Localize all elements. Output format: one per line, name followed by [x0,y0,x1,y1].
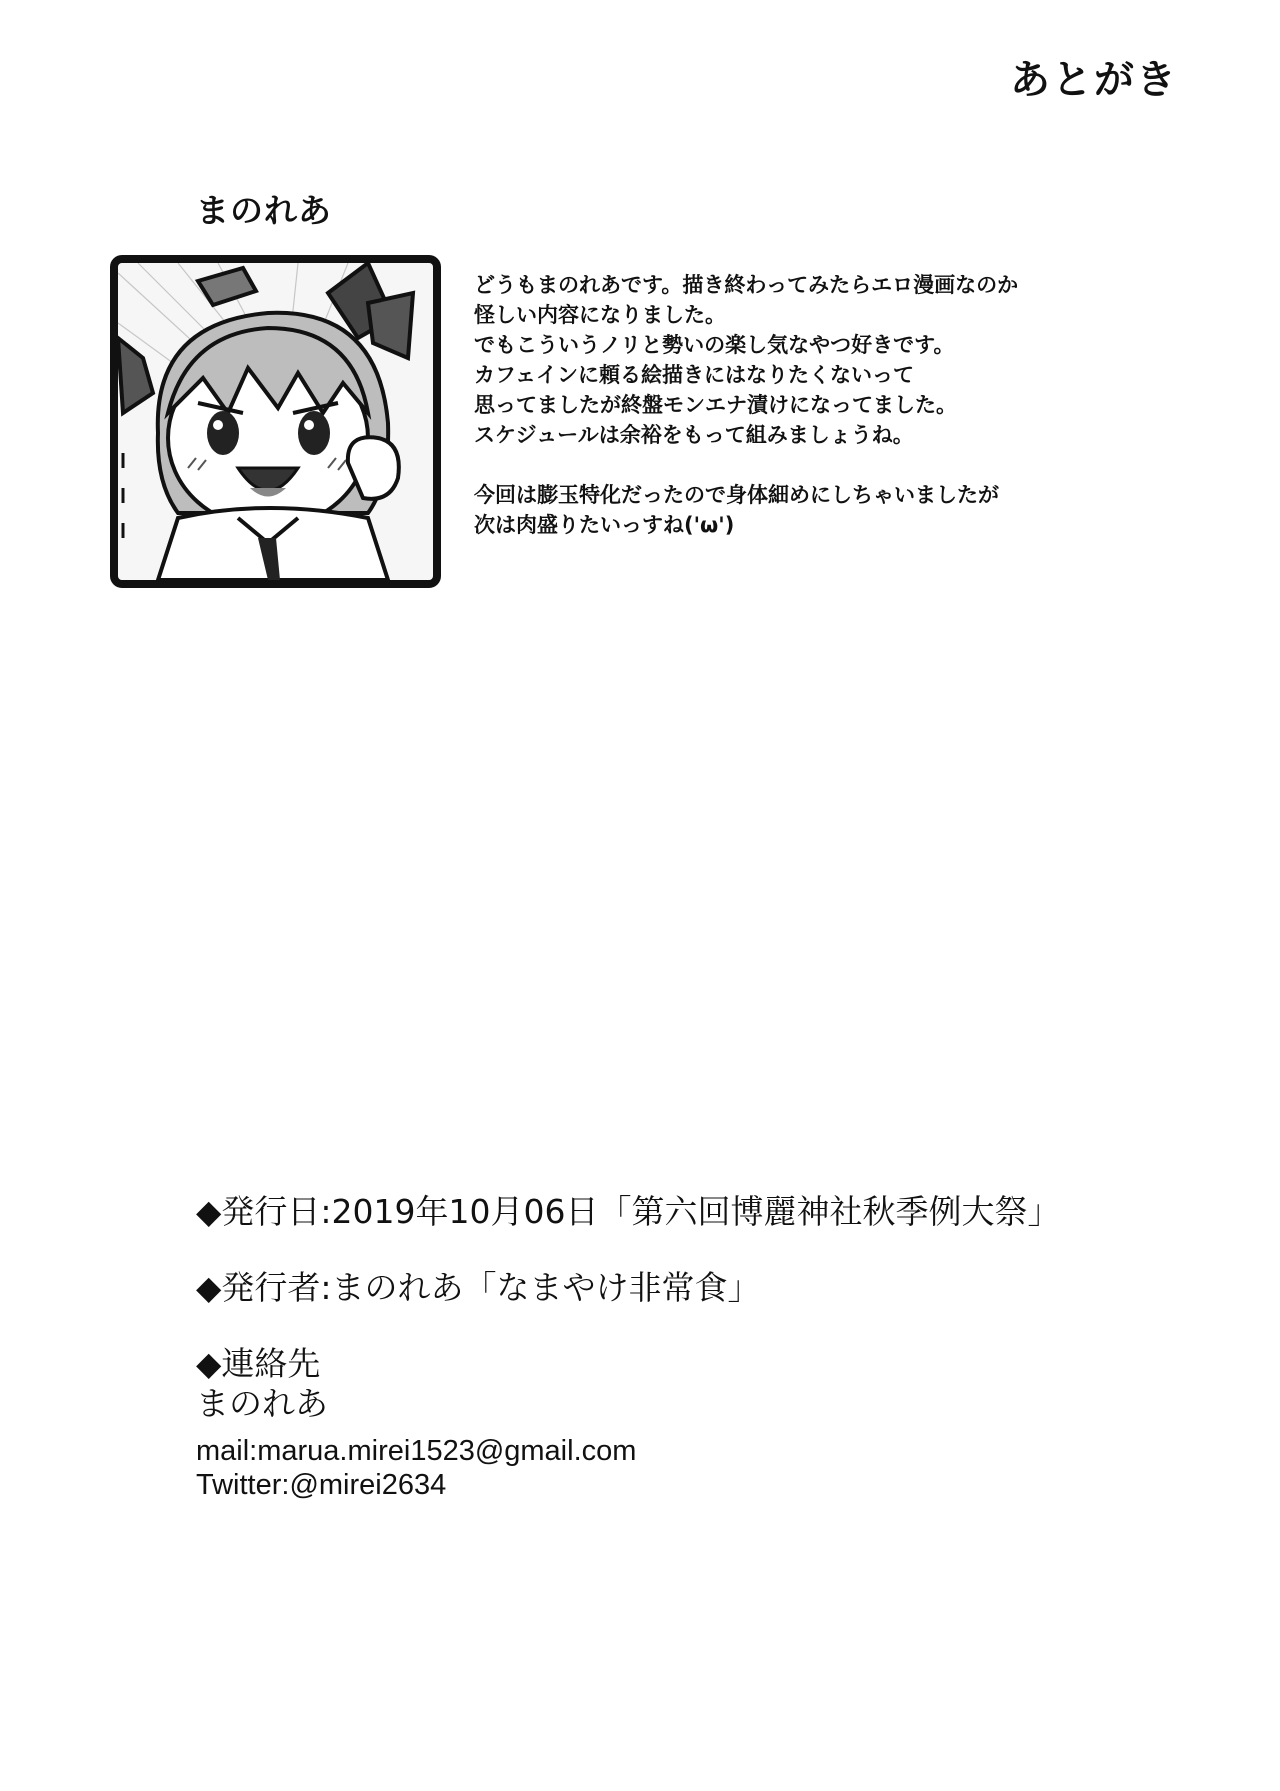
author-portrait [110,255,441,588]
contact-mail: mail:marua.mirei1523@gmail.com [196,1435,637,1467]
chibi-character-portrait-icon [118,263,433,580]
comment-line: でもこういうノリと勢いの楽し気なやつ好きです。 [474,333,955,357]
colophon [196,1192,1256,1502]
comment-line: 思ってましたが終盤モンエナ漬けになってました。 [474,393,957,417]
author-name: まのれあ [196,191,332,230]
comment-line: 次は肉盛りたいっすね('ω') [474,513,735,537]
comment-line: カフェインに頼る絵描きにはなりたくないって [474,363,914,387]
comment-line: どうもまのれあです。描き終わってみたらエロ漫画なのか [474,273,1019,297]
comment-line: スケジュールは余裕をもって組みましょうね。 [474,423,914,447]
page-heading: あとがき [1010,57,1178,103]
issue-date: ◆発行日:2019年10月06日「第六回博麗神社秋季例大祭」 [196,1192,1061,1231]
publisher: ◆発行者:まのれあ「なまやけ非常食」 [196,1268,761,1307]
contact-twitter: Twitter:@mirei2634 [196,1469,447,1501]
contact-name: まのれあ [196,1384,328,1423]
paragraph-gap [474,450,1254,480]
comment-line: 怪しい内容になりました。 [474,303,726,327]
contact-heading: ◆連絡先 [196,1344,321,1383]
comment-line: 今回は膨玉特化だったので身体細めにしちゃいましたが [474,483,999,507]
author-comment [474,270,1254,540]
